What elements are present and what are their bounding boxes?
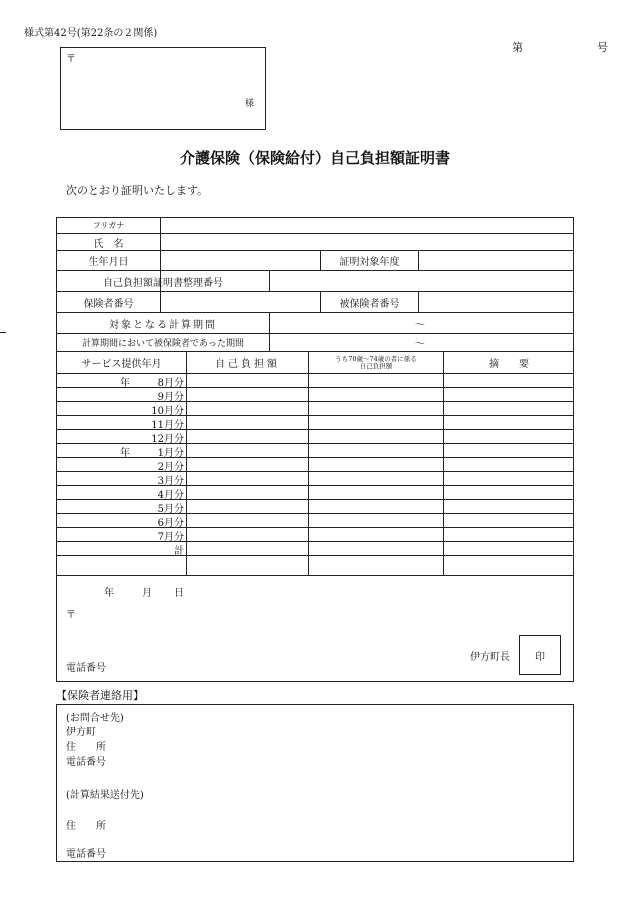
month-cell: 4月分	[157, 489, 184, 501]
table-row	[57, 486, 186, 500]
remarks-header: 摘 要	[489, 359, 529, 370]
table-row	[57, 528, 186, 542]
issue-date-tsuki: 月	[142, 587, 152, 599]
insurer-no-label: 保険者番号	[83, 298, 134, 310]
month-cell: 5月分	[157, 503, 184, 515]
total-label: 計	[174, 545, 184, 557]
issuer-postal-mark: 〒	[66, 609, 76, 621]
send-phone-label: 電話番号	[66, 848, 106, 860]
month-cell: 8月分	[157, 377, 184, 389]
month-cell: 6月分	[157, 517, 184, 529]
issue-date-nen: 年	[104, 587, 114, 599]
form-number: 様式第42号(第22条の２関係)	[24, 27, 158, 39]
doc-number-go: 号	[597, 41, 608, 54]
address-box	[60, 47, 266, 130]
table-row	[57, 374, 186, 388]
month-cell: 11月分	[151, 419, 184, 431]
month-cell: 9月分	[157, 391, 184, 403]
address-label: 住 所	[66, 741, 106, 753]
sama-label: 様	[245, 98, 255, 109]
table-row-total	[57, 542, 186, 556]
table-row	[57, 444, 186, 458]
month-cell: 1月分	[157, 447, 184, 459]
send-to-label: (計算結果送付先)	[66, 789, 144, 801]
table-row	[57, 402, 186, 416]
contact-box	[56, 704, 574, 862]
calc-period-tilde: ～	[415, 319, 425, 331]
insured-no-label: 被保険者番号	[339, 298, 400, 310]
table-row	[57, 458, 186, 472]
birth-date-label: 生年月日	[88, 257, 129, 268]
send-address-label: 住 所	[66, 820, 106, 832]
table-row	[57, 514, 186, 528]
table-row	[57, 388, 186, 402]
name-label: 氏 名	[93, 238, 124, 250]
insured-period-label: 計算期間において被保険者であった期間	[82, 339, 244, 349]
issue-date-hi: 日	[174, 587, 184, 599]
doc-number-dai: 第	[512, 41, 523, 54]
month-cell: 2月分	[157, 461, 184, 473]
postal-mark: 〒	[66, 53, 76, 65]
cert-year-label: 証明対象年度	[339, 257, 400, 268]
month-cell: 10月分	[151, 405, 184, 417]
contact-heading: 【保険者連絡用】	[56, 689, 144, 702]
mayor-label: 伊方町長	[470, 651, 510, 663]
table-row	[57, 472, 186, 486]
issuer-phone-label: 電話番号	[66, 662, 106, 674]
month-cell: 7月分	[157, 531, 184, 543]
self-pay-header: 自己負担額	[215, 359, 280, 370]
calc-period-label: 対象となる計算期間	[109, 319, 217, 331]
year-cell: 年	[120, 447, 130, 459]
service-month-header: サービス提供年月	[81, 359, 162, 370]
table-row	[57, 500, 186, 514]
month-cell: 12月分	[151, 433, 184, 445]
seal-box: 印	[519, 635, 561, 675]
table-row	[57, 416, 186, 430]
phone-label: 電話番号	[66, 756, 106, 768]
furigana-label: フリガナ	[92, 221, 125, 230]
age-70-74-header-line2: 自己負担額	[359, 361, 393, 370]
intro-text: 次のとおり証明いたします。	[66, 184, 209, 197]
age-70-74-header-line1: うち70歳～74歳の者に係る	[335, 354, 417, 363]
inquiry-label: (お問合せ先)	[66, 712, 124, 724]
cert-mgmt-no-label: 自己負担額証明書整理番号	[103, 277, 223, 289]
page-title: 介護保険（保険給付）自己負担額証明書	[179, 148, 450, 167]
fold-mark	[0, 332, 6, 333]
table-row	[57, 430, 186, 444]
year-cell: 年	[120, 377, 130, 389]
age-70-74-header	[309, 352, 443, 373]
month-cell: 3月分	[157, 475, 184, 487]
insured-period-tilde: ～	[415, 339, 425, 350]
town-label: 伊方町	[66, 726, 96, 738]
